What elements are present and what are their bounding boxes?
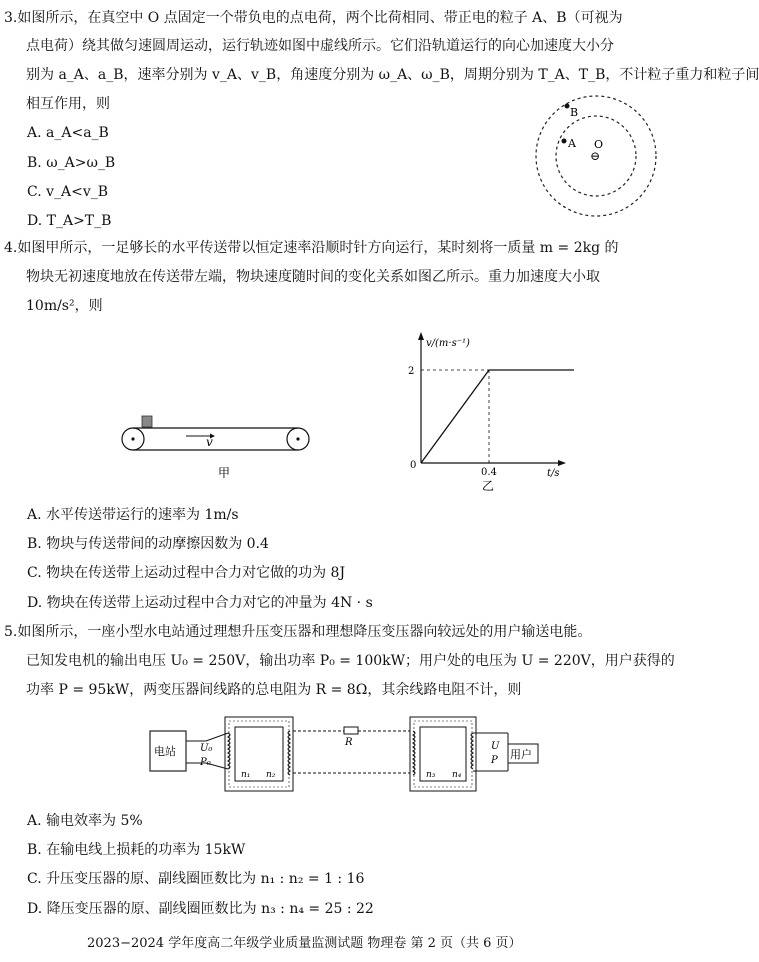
q5-r-label: R bbox=[345, 737, 353, 748]
q3-option-c: C. v_A<v_B bbox=[27, 184, 109, 200]
q3-stem-line-3: 别为 a_A、a_B，速率分别为 v_A、v_B，角速度分别为 ω_A、ω_B，周期分别为 T_A、T_B，不计粒子重力和粒子间 bbox=[26, 67, 759, 83]
q5-u-label: U bbox=[491, 741, 500, 752]
q3-label-b: B bbox=[570, 106, 579, 119]
vt-series-line bbox=[421, 370, 574, 463]
vt-x-axis-arrow bbox=[558, 460, 566, 466]
q4-stem-line-3: 10m/s²，则 bbox=[26, 298, 103, 314]
q5-p-label: P bbox=[491, 755, 498, 766]
q3-stem-line-1: 3.如图所示，在真空中 O 点固定一个带负电的点电荷，两个比荷相同、带正电的粒子 A、B（可视为 bbox=[4, 10, 623, 26]
q5-option-c: C. 升压变压器的原、副线圈匝数比为 n₁ : n₂ = 1 : 16 bbox=[27, 871, 365, 887]
q5-option-d: D. 降压变压器的原、副线圈匝数比为 n₃ : n₄ = 25 : 22 bbox=[27, 901, 374, 917]
q4-option-b: B. 物块与传送带间的动摩擦因数为 0.4 bbox=[27, 536, 269, 552]
vt-x-axis-label: t/s bbox=[547, 468, 560, 479]
q4-option-c: C. 物块在传送带上运动过程中合力对它做的功为 8J bbox=[27, 565, 346, 581]
q4-fig-yi-caption: 乙 bbox=[482, 479, 495, 493]
q3-orbit-figure bbox=[532, 92, 660, 222]
page-footer: 2023−2024 学年度高二年级学业质量监测试题 物理卷 第 2 页（共 6 页） bbox=[87, 936, 522, 951]
q5-station-label: 电站 bbox=[154, 745, 176, 758]
q5-stem-line-1: 5.如图所示，一座小型水电站通过理想升压变压器和理想降压变压器向较远处的用户输送电能。 bbox=[4, 624, 592, 640]
q5-stem-line-2: 已知发电机的输出电压 U₀ = 250V，输出功率 P₀ = 100kW；用户处的电压为 U = 220V，用户获得的 bbox=[26, 653, 675, 669]
q5-u0-label: U₀ bbox=[200, 743, 213, 754]
vt-origin-label: 0 bbox=[410, 460, 417, 471]
q5-circuit-figure bbox=[148, 713, 548, 798]
q5-n2-label: n₂ bbox=[266, 770, 276, 780]
q5-n1-label: n₁ bbox=[241, 770, 251, 780]
q5-user-label: 用户 bbox=[510, 748, 532, 761]
q5-stem-line-3: 功率 P = 95kW，两变压器间线路的总电阻为 R = 8Ω，其余线路电阻不计，则 bbox=[26, 682, 522, 698]
q4-velocity-label: v bbox=[206, 435, 213, 449]
q4-conveyor-figure bbox=[118, 410, 318, 485]
q3-stem-line-4: 相互作用，则 bbox=[26, 96, 110, 112]
q3-option-a: A. a_A<a_B bbox=[27, 125, 109, 141]
q3-option-b: B. ω_A>ω_B bbox=[27, 155, 116, 171]
q5-n3-label: n₃ bbox=[426, 770, 436, 780]
vt-y-tick-label: 2 bbox=[408, 366, 415, 377]
q5-option-a: A. 输电效率为 5% bbox=[27, 813, 143, 829]
vt-y-axis-arrow bbox=[418, 332, 424, 340]
q4-option-d: D. 物块在传送带上运动过程中合力对它的冲量为 4N · s bbox=[27, 595, 373, 611]
q5-option-b: B. 在输电线上损耗的功率为 15kW bbox=[27, 842, 246, 858]
q4-option-a: A. 水平传送带运行的速率为 1m/s bbox=[27, 507, 239, 523]
q4-stem-line-2: 物块无初速度地放在传送带左端，物块速度随时间的变化关系如图乙所示。重力加速度大小取 bbox=[26, 269, 600, 285]
vt-y-axis-label: v/(m·s⁻¹) bbox=[426, 338, 470, 349]
q5-n4-label: n₄ bbox=[452, 770, 462, 780]
q3-negative-charge: ⊖ bbox=[590, 149, 601, 163]
q3-stem-line-2: 点电荷）绕其做匀速圆周运动，运行轨迹如图中虚线所示。它们沿轨道运行的向心加速度大小分 bbox=[26, 38, 614, 54]
vt-x-tick-label: 0.4 bbox=[481, 467, 497, 478]
q4-vt-graph bbox=[400, 330, 575, 495]
q3-label-a: A bbox=[568, 137, 576, 150]
q3-option-d: D. T_A>T_B bbox=[27, 213, 112, 229]
q5-p0-label: P₀ bbox=[200, 757, 211, 768]
q4-fig-jia-caption: 甲 bbox=[218, 466, 231, 480]
q3-label-o: O bbox=[594, 138, 604, 151]
q4-stem-line-1: 4.如图甲所示，一足够长的水平传送带以恒定速率沿顺时针方向运行，某时刻将一质量 m = 2kg 的 bbox=[4, 240, 619, 256]
